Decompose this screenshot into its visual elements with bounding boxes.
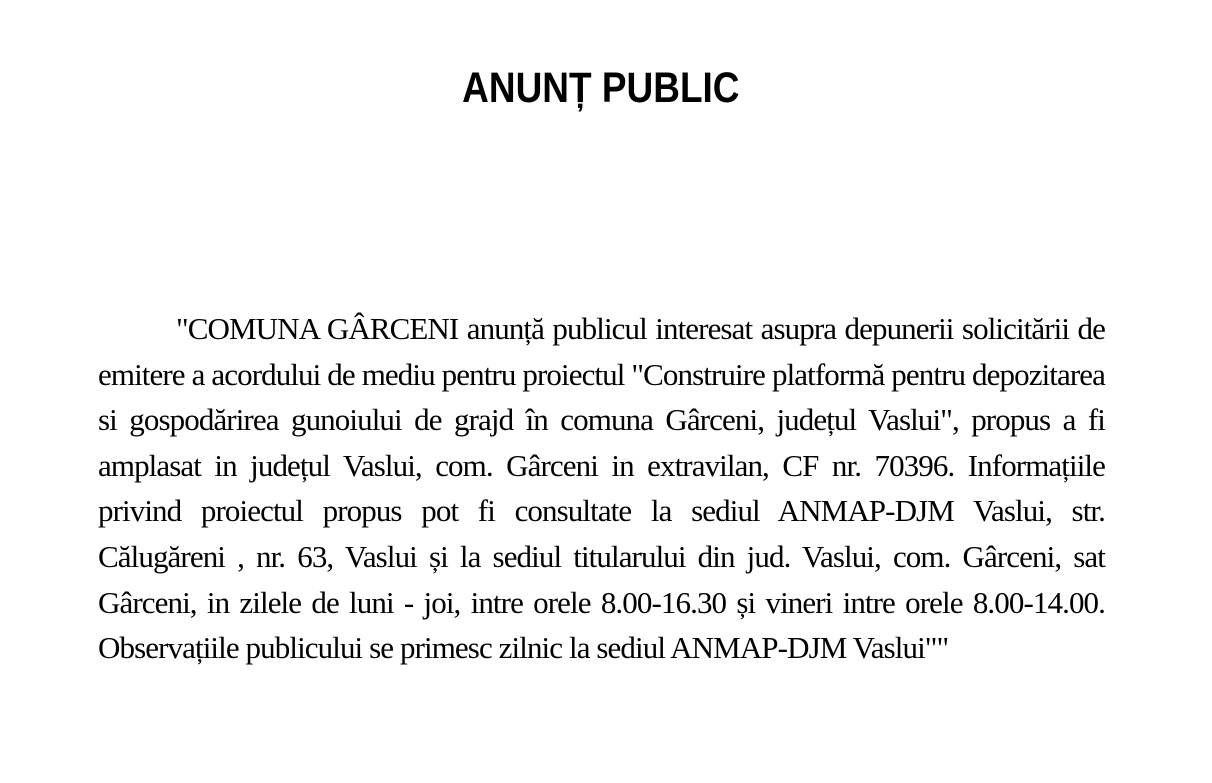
notice-body: "COMUNA GÂRCENI anunță publicul interesat asupra depunerii solicitării de emitere a acordului de mediu pentru proiectul "Construire platformă pentru depozitarea si gospodărirea gunoiului de grajd în comuna Gârceni, județul Vaslui", propus a fi amplasat in județul Vaslui, com. Gârceni in extravilan, CF nr. 70396. Informațiile privind proiectul propus pot fi consultate la sediul ANMAP-DJM Vaslui, str. Călugăreni , nr. 63, Vaslui și la sediul titularului din jud. Vaslui, com. Gârceni, sat Gârceni, in zilele de luni - joi, intre orele 8.00-16.30 și vineri intre orele 8.00-14.00. Observațiile publicului se primesc zilnic la sediul ANMAP-DJM Vaslui"": [98, 311, 1105, 666]
notice-title: ANUNȚ PUBLIC: [462, 64, 740, 112]
